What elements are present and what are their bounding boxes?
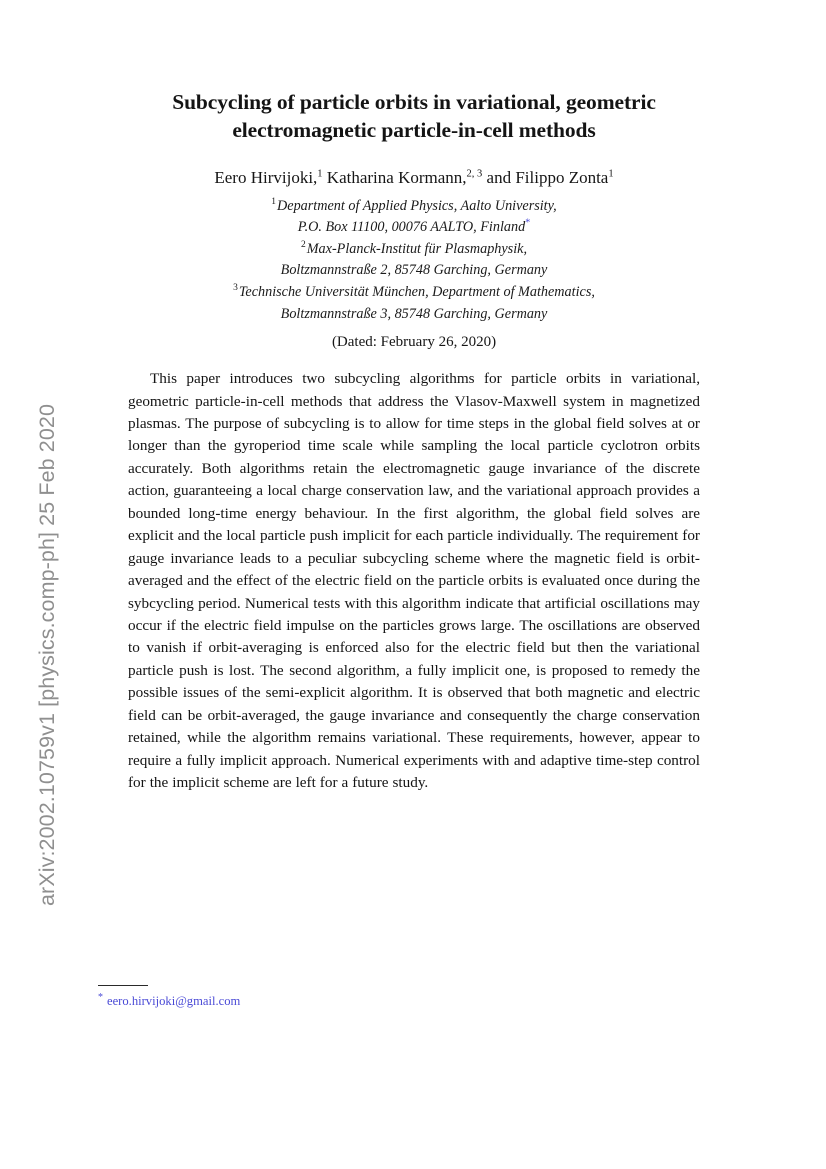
corresponding-author-marker[interactable]: * [525, 217, 531, 229]
author-affil-mark-2: 2, 3 [466, 168, 483, 180]
footnote-area [98, 985, 698, 1009]
affiliation-2-text-1: Max-Planck-Institut für Plasmaphysik, [306, 240, 527, 257]
affiliation-mark-1: 1 [271, 196, 277, 207]
footnote-divider [98, 985, 148, 986]
affiliation-2-line-2: Boltzmannstraße 2, 85748 Garching, Germany [280, 262, 548, 279]
title-line-1: Subcycling of particle orbits in variational, geometric [172, 90, 656, 114]
affiliation-1-line-1 [128, 196, 700, 218]
author-list [128, 145, 700, 190]
author-affil-mark-3: 1 [608, 168, 614, 180]
dated-line: (Dated: February 26, 2020) [331, 334, 497, 351]
affiliation-3-text-1: Technische Universität München, Department of Mathematics, [238, 284, 595, 300]
affiliation-list [128, 190, 700, 325]
affiliation-mark-3: 3 [233, 283, 238, 294]
author-name-1: Eero Hirvijoki, [214, 167, 318, 187]
footnote-marker: * [98, 991, 103, 1003]
affiliation-1-text-1: Department of Applied Physics, Aalto University, [277, 197, 557, 214]
affiliation-2-line-1 [128, 239, 700, 261]
affiliation-1-text-2: P.O. Box 11100, 00076 AALTO, Finland [297, 219, 526, 236]
author-connector: and Filippo Zonta [482, 167, 609, 187]
affiliation-3-line-1 [128, 282, 700, 304]
affiliation-3-line-2: Boltzmannstraße 3, 85748 Garching, Germany [280, 305, 548, 322]
page-title [128, 0, 700, 145]
paper-content-column [128, 0, 700, 794]
author-affil-mark-1: 1 [317, 168, 323, 180]
affiliation-1-line-2 [128, 217, 700, 239]
corresponding-email-link[interactable]: eero.hirvijoki@gmail.com [107, 994, 241, 1008]
title-line-2: electromagnetic particle-in-cell methods [232, 118, 596, 143]
affiliation-mark-2: 2 [300, 240, 306, 251]
arxiv-stamp: arXiv:2002.10759v1 [physics.comp-ph] 25 Feb 2020 [34, 404, 59, 906]
abstract-text: This paper introduces two subcycling algorithms for particle orbits in variational, geometric particle-in-cell methods that address the Vlasov-Maxwell system in magnetized plasmas. The purpose of subcycling is to allow for time steps in the global field solves at or longer than the gyroperiod time scale while sampling the local particle cyclotron orbits accurately. Both algorithms retain the electromagnetic gauge invariance of the discrete action, guaranteeing a local charge conservation law, and the variational approach provides a bounded long-time energy behaviour. In the first algorithm, the global field solves are explicit and the local particle push implicit for each particle individually. The requirement for gauge invariance leads to a peculiar subcycling scheme where the magnetic field is orbit-averaged and the effect of the electric field on the particle orbits is evaluated once during the sybcycling period. Numerical tests with this algorithm indicate that artificial oscillations may occur if the electric field impulse on the particles grows large. The oscillations are observed to vanish if orbit-averaging is enforced also for the electric field but then the variational particle push is lost. The second algorithm, a fully implicit one, is proposed to remedy the possible issues of the semi-explicit algorithm. It is observed that both magnetic and electric field can be orbit-averaged, the gauge invariance and consequently the charge conservation retained, while the algorithm remains variational. These requirements, however, appear to require a fully implicit approach. Numerical experiments with and adaptive time-step control for the implicit scheme are left for a future study. [128, 370, 700, 792]
author-name-2: Katharina Kormann, [322, 167, 467, 187]
footnote-item [98, 993, 698, 1009]
